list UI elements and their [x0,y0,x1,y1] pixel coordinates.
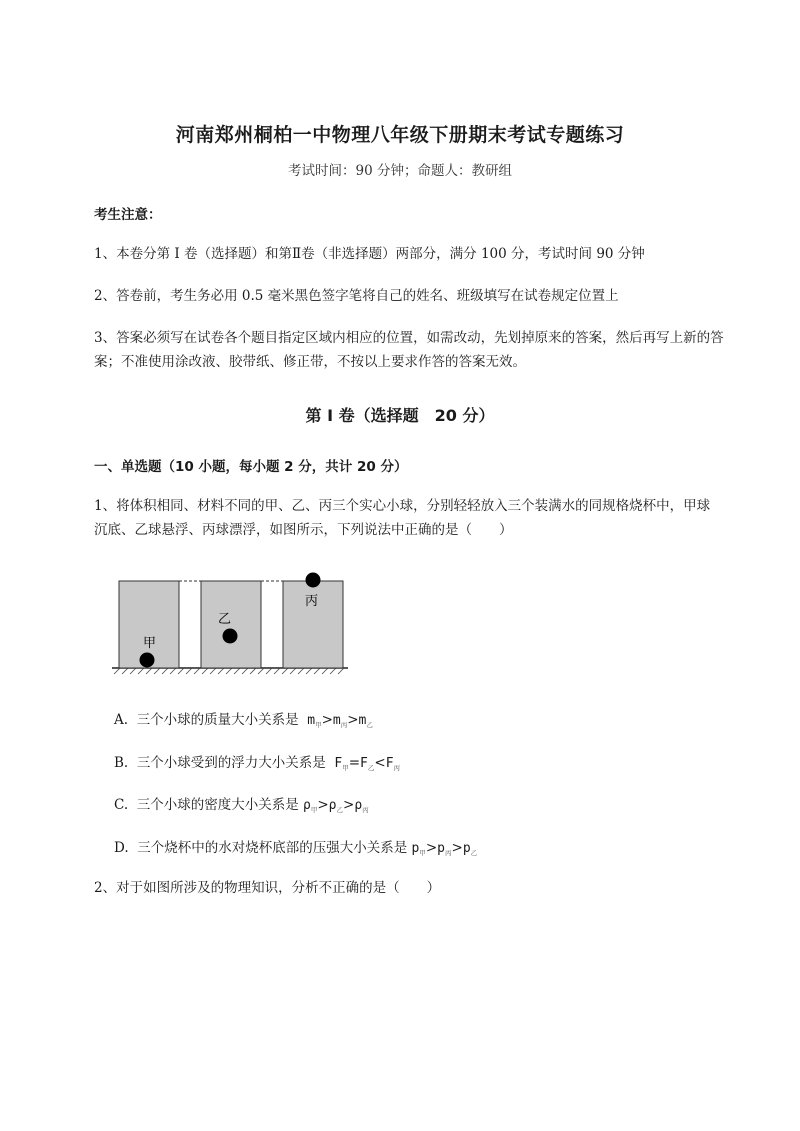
operator: > [425,840,438,856]
option-text: 三个小球的质量大小关系是 [136,712,299,728]
ball-yi [223,629,238,644]
symbol: F [360,756,368,771]
symbol: ρ [354,798,363,813]
symbol: p [437,841,445,856]
operator: = [348,755,361,771]
symbol: F [385,756,394,771]
subscript: 甲 [342,764,349,772]
operator: > [343,797,355,813]
operator: > [317,797,329,813]
option-prefix: A. [114,712,129,728]
subscript: 丙 [362,806,369,814]
operator: > [347,712,359,728]
ground-hatch [114,668,344,674]
operator: > [451,840,463,856]
question-1-stem: 1、将体积相同、材料不同的甲、乙、丙三个实心小球，分别轻轻放入三个装满水的同规格烧杯中，甲球沉底、乙球悬浮、丙球漂浮，如图所示，下列说法中正确的是（ ） [94,498,711,538]
option-prefix: D. [114,840,129,856]
option-prefix: B. [114,755,129,771]
question-2-stem: 2、对于如图所涉及的物理知识，分析不正确的是（ ） [94,880,441,896]
notice-heading: 考生注意： [94,207,162,223]
option-prefix: C. [114,797,129,813]
subscript: 丙 [340,721,348,729]
symbol: p [462,841,471,856]
label-bing: 丙 [305,594,319,609]
subscript: 丙 [393,764,401,772]
notice-item-3: 3、答案必须写在试卷各个题目指定区域内相应的位置，如需改动，先划掉原来的答案，然后再写上新的答案；不准使用涂改液、胶带纸、修正带，不按以上要求作答的答案无效。 [94,330,724,370]
symbol: m [358,713,367,728]
subscript: 乙 [367,764,375,772]
subscript: 乙 [366,721,373,729]
symbol: ρ [303,798,311,813]
page-title: 河南郑州桐柏一中物理八年级下册期末考试专题练习 [175,124,625,146]
option-text: 三个烧杯中的水对烧杯底部的压强大小关系是 [137,840,408,856]
option-text: 三个小球受到的浮力大小关系是 [136,755,326,771]
part-heading: 一、单选题（10 小题，每小题 2 分，共计 20 分） [94,459,408,475]
notice-item-2: 2、答卷前，考生务必用 0.5 毫米黑色签字笔将自己的姓名、班级填写在试卷规定位置上 [94,288,619,304]
symbol: m [332,713,341,728]
operator: > [321,712,333,728]
operator: < [374,755,386,771]
symbol: ρ [328,798,337,813]
section-title: 第 I 卷（选择题 20 分） [305,406,495,425]
subscript: 甲 [315,721,322,729]
option-d[interactable] [114,836,477,857]
subscript: 甲 [310,806,318,814]
ball-jia [140,653,155,668]
ball-bing [306,573,321,588]
subscript: 甲 [419,849,426,857]
symbol: m [307,713,316,728]
subscript: 乙 [336,806,343,814]
option-a[interactable] [114,708,373,729]
subscript: 乙 [470,849,478,857]
option-b[interactable] [114,751,400,772]
exam-info: 考试时间：90 分钟；命题人：教研组 [288,163,512,179]
symbol: F [334,756,343,771]
option-c[interactable] [114,793,369,814]
symbol: p [411,841,420,856]
notice-item-1: 1、本卷分第 I 卷（选择题）和第Ⅱ卷（非选择题）两部分，满分 100 分，考试时间 90 分钟 [94,246,645,262]
label-yi: 乙 [218,612,232,627]
beakers-figure [112,568,352,678]
label-jia: 甲 [143,636,157,651]
subscript: 丙 [445,849,452,857]
option-text: 三个小球的密度大小关系是 [136,797,299,813]
